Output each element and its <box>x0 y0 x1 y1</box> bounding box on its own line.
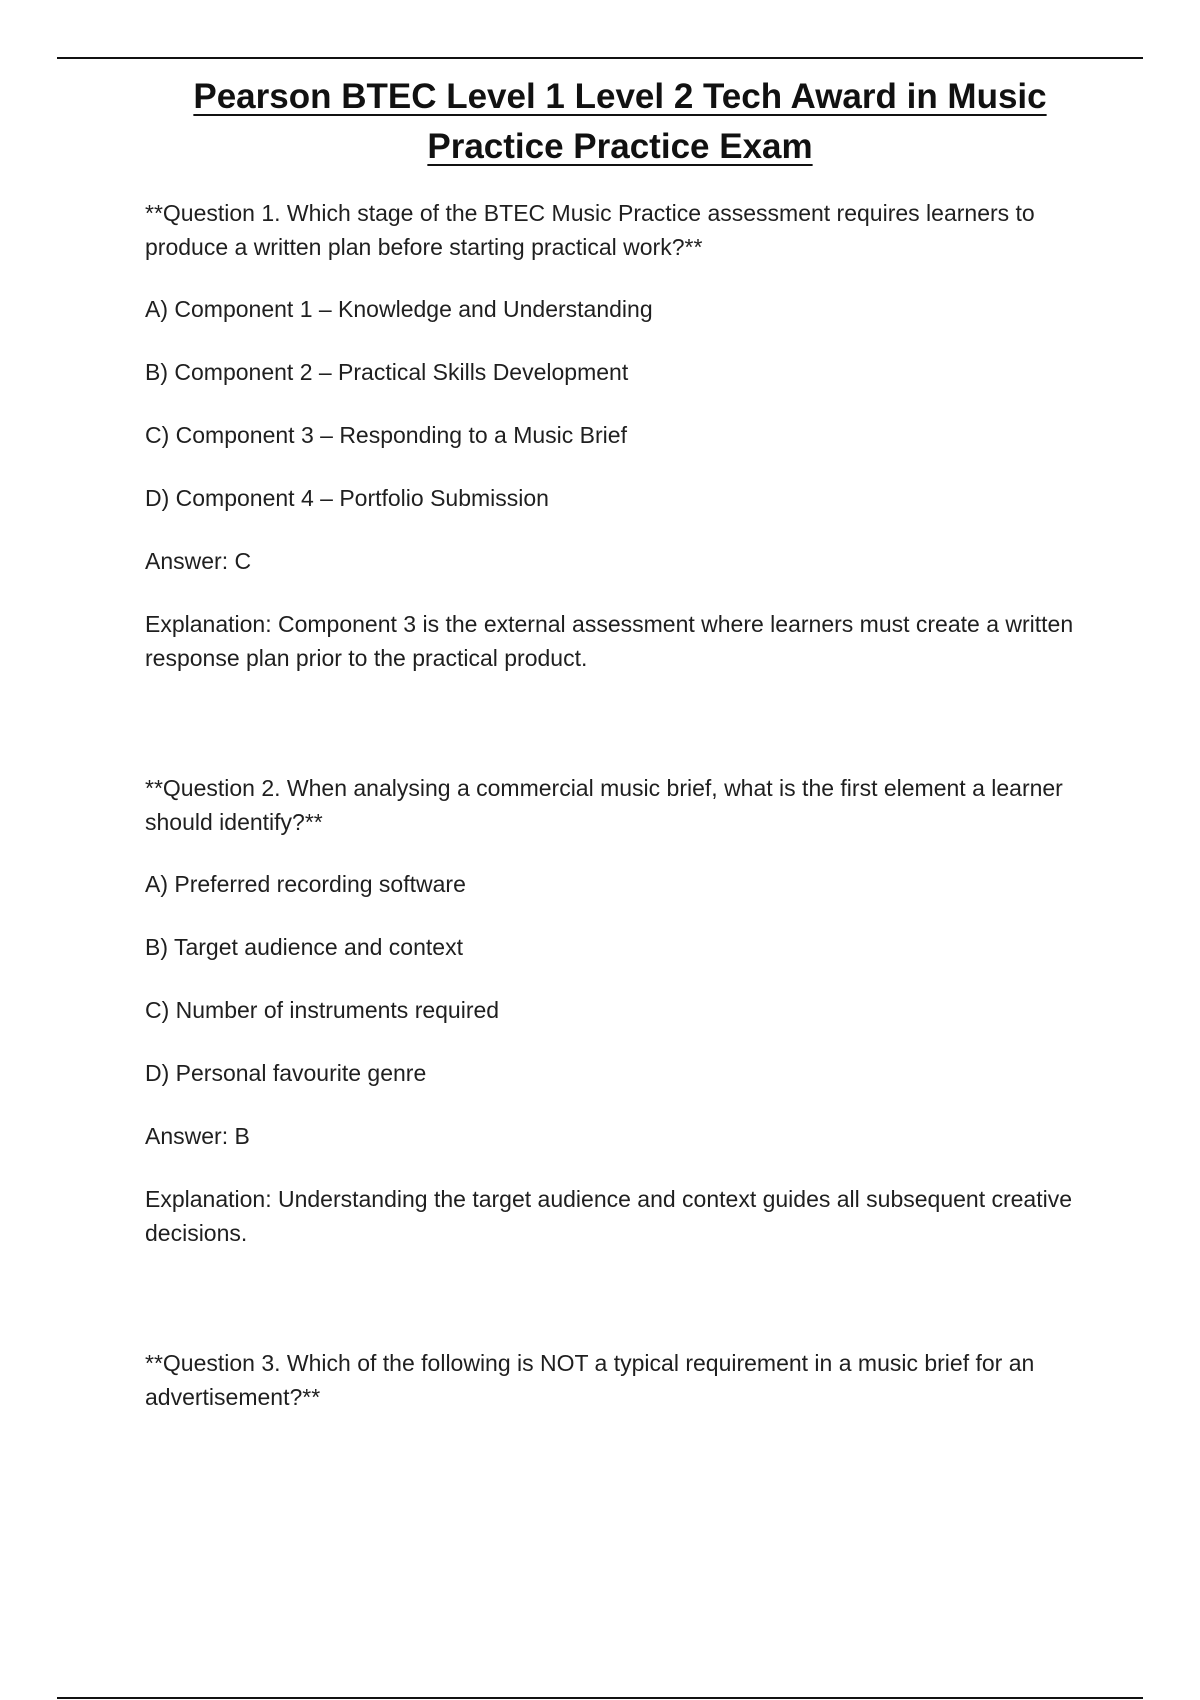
question-2-option-c: C) Number of instruments required <box>145 997 500 1023</box>
question-2-option-a: A) Preferred recording software <box>145 871 466 897</box>
question-2-option-d: D) Personal favourite genre <box>145 1060 427 1086</box>
title-line-1: Pearson BTEC Level 1 Level 2 Tech Award in Music <box>193 77 1047 116</box>
bottom-rule <box>57 1697 1143 1699</box>
question-2-explanation: Explanation: Understanding the target audience and context guides all subsequent creative decisions. <box>145 1186 1073 1246</box>
question-3-text: **Question 3. Which of the following is NOT a typical requirement in a music brief for an advertisement?** <box>145 1350 1035 1410</box>
question-1-option-c: C) Component 3 – Responding to a Music Brief <box>145 422 627 448</box>
question-2-text: **Question 2. When analysing a commercial music brief, what is the first element a learner should identify?** <box>145 775 1063 835</box>
document-body <box>145 196 1100 1442</box>
question-3 <box>145 1346 1100 1414</box>
top-rule <box>57 57 1143 59</box>
title-line-2: Practice Practice Exam <box>427 127 813 166</box>
question-1-option-b: B) Component 2 – Practical Skills Development <box>145 359 629 385</box>
question-2 <box>145 771 1100 1250</box>
question-1-explanation: Explanation: Component 3 is the external assessment where learners must create a written response plan prior to the practical product. <box>145 611 1074 671</box>
question-1-option-d: D) Component 4 – Portfolio Submission <box>145 485 549 511</box>
page-title <box>140 72 1100 172</box>
question-1-answer: Answer: C <box>145 548 252 574</box>
question-1-text: **Question 1. Which stage of the BTEC Music Practice assessment requires learners to produce a written plan before starting practical work?** <box>145 200 1035 260</box>
question-2-answer: Answer: B <box>145 1123 250 1149</box>
question-2-option-b: B) Target audience and context <box>145 934 463 960</box>
question-1-option-a: A) Component 1 – Knowledge and Understanding <box>145 296 653 322</box>
question-1 <box>145 196 1100 675</box>
